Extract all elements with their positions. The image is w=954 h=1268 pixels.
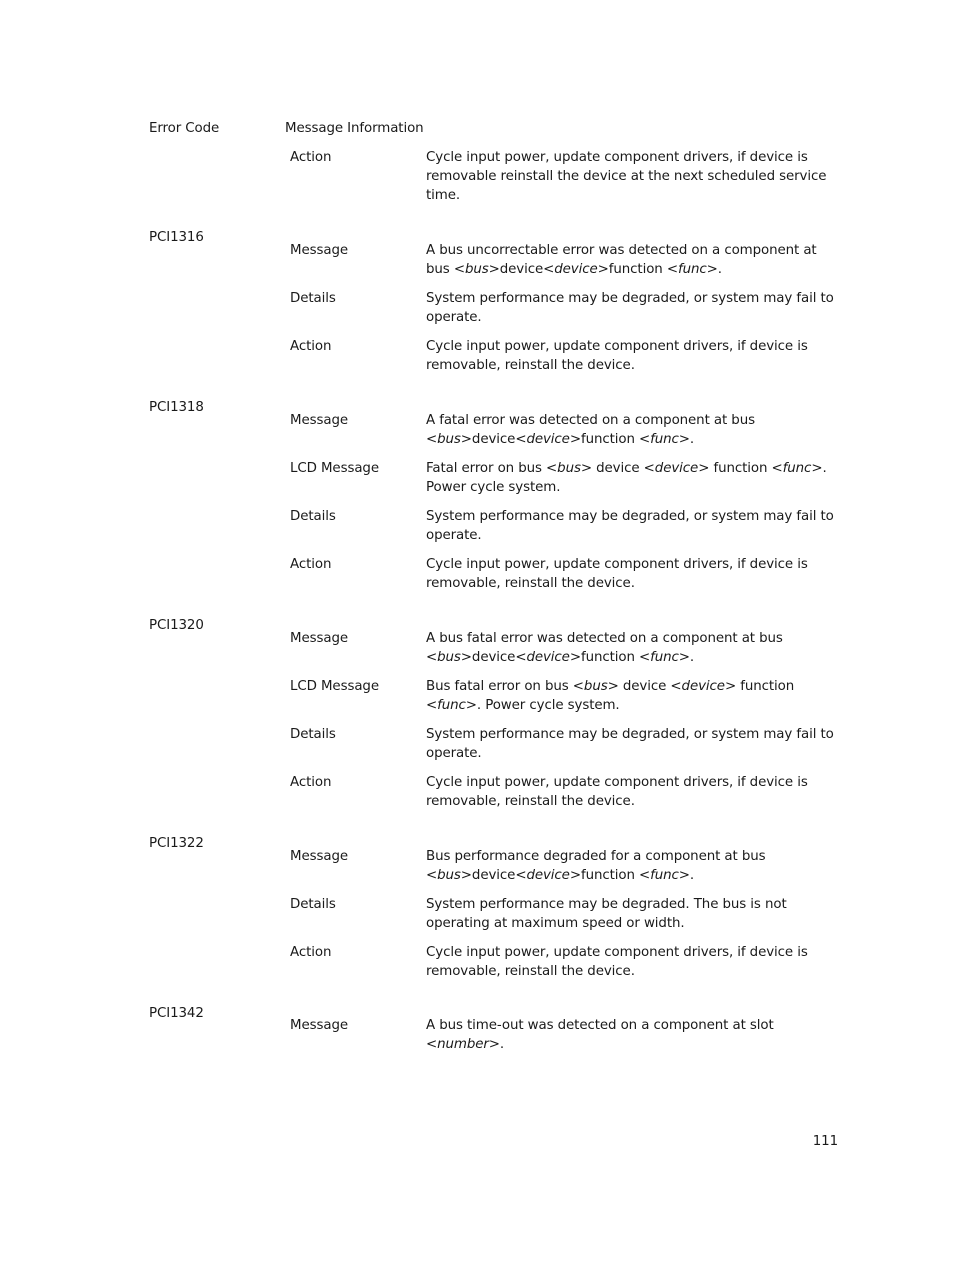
row-label: Action — [290, 775, 332, 790]
row-text: System performance may be degraded, or system may fail to operate. — [426, 509, 834, 543]
row-label: Message — [290, 849, 348, 864]
row-label: Action — [290, 339, 332, 354]
row-label: Details — [290, 727, 336, 742]
error-code-pci1316: PCI1316 — [149, 230, 204, 245]
error-code-pci1342: PCI1342 — [149, 1006, 204, 1021]
row-text: A bus time-out was detected on a component at slot <number>. — [426, 1018, 774, 1052]
row-text: System performance may be degraded. The bus is not operating at maximum speed or width. — [426, 897, 787, 931]
row-label: Message — [290, 243, 348, 258]
row-label: Action — [290, 150, 332, 165]
row-label: Message — [290, 1018, 348, 1033]
row-label: Action — [290, 557, 332, 572]
row-label: LCD Message — [290, 679, 379, 694]
error-code-pci1320: PCI1320 — [149, 618, 204, 633]
row-text: Fatal error on bus <bus> device <device> function <func>. Power cycle system. — [426, 461, 827, 495]
row-text: Cycle input power, update component drivers, if device is removable, reinstall the device. — [426, 557, 808, 591]
header-error-code: Error Code — [149, 121, 220, 136]
row-label: Details — [290, 509, 336, 524]
row-label: Message — [290, 413, 348, 428]
row-text: Cycle input power, update component drivers, if device is removable, reinstall the device. — [426, 945, 808, 979]
row-text: A bus fatal error was detected on a component at bus <bus>device<device>function <func>. — [426, 631, 783, 665]
page-number: 111 — [812, 1134, 838, 1149]
row-text: Bus fatal error on bus <bus> device <device> function <func>. Power cycle system. — [426, 679, 795, 713]
row-label: LCD Message — [290, 461, 379, 476]
row-label: Details — [290, 897, 336, 912]
row-label: Details — [290, 291, 336, 306]
row-text: A fatal error was detected on a component at bus <bus>device<device>function <func>. — [426, 413, 755, 447]
row-text: A bus uncorrectable error was detected on a component at bus <bus>device<device>function <func>. — [426, 243, 817, 277]
row-text: System performance may be degraded, or system may fail to operate. — [426, 291, 834, 325]
row-text: Bus performance degraded for a component at bus <bus>device<device>function <func>. — [426, 849, 766, 883]
error-code-pci1318: PCI1318 — [149, 400, 204, 415]
row-text: Cycle input power, update component drivers, if device is removable, reinstall the device. — [426, 775, 808, 809]
error-code-pci1322: PCI1322 — [149, 836, 204, 851]
row-label: Action — [290, 945, 332, 960]
row-text: Cycle input power, update component drivers, if device is removable, reinstall the device. — [426, 339, 808, 373]
row-text: System performance may be degraded, or system may fail to operate. — [426, 727, 834, 761]
row-label: Message — [290, 631, 348, 646]
row-text: Cycle input power, update component drivers, if device is removable reinstall the device at the next scheduled service time. — [426, 150, 827, 203]
header-message-information: Message Information — [285, 121, 424, 136]
